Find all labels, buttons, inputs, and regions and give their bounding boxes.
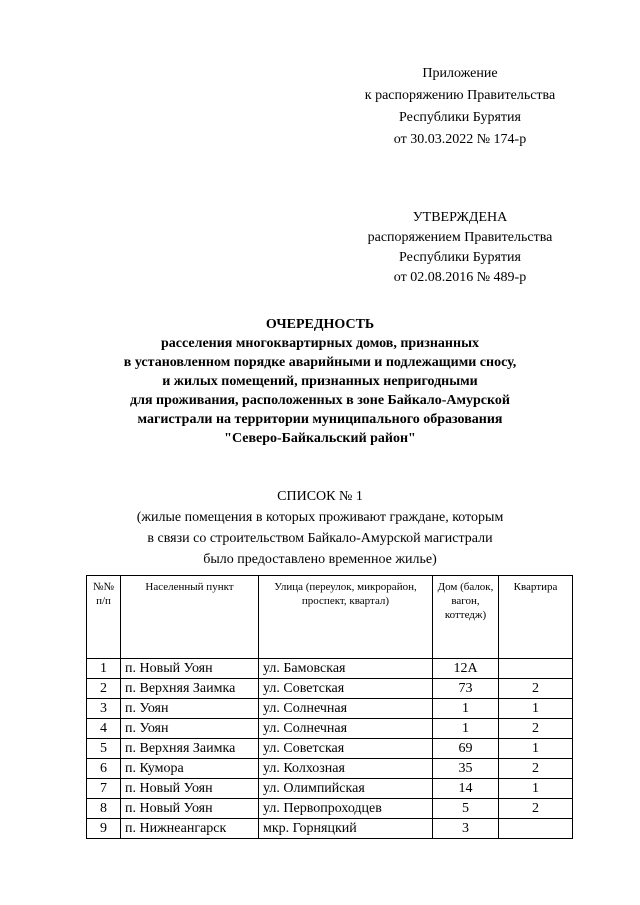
heading-line: и жилых помещений, признанных непригодными [162,374,478,389]
table-header-row [87,576,573,659]
row-street: ул. Колхозная [259,759,433,779]
list-title: СПИСОК № 1 [277,489,363,504]
row-flat: 2 [499,719,573,739]
approved-date: от 02.08.2016 № 489-р [393,270,527,285]
row-number: 7 [87,779,121,799]
row-house: 5 [433,799,499,819]
header-street: Улица (переулок, микрорайон, проспект, квартал) [259,576,433,659]
heading-line: "Северо-Байкальский район" [224,431,416,446]
table-row [87,679,573,699]
row-house: 73 [433,679,499,699]
document-heading [60,315,580,448]
appendix-line: к распоряжению Правительства [364,88,556,103]
row-place: п. Нижнеангарск [121,819,259,839]
row-street: ул. Советская [259,679,433,699]
row-house: 1 [433,719,499,739]
approved-line: Республики Бурятия [399,250,521,265]
row-number: 4 [87,719,121,739]
row-house: 12А [433,659,499,679]
row-house: 1 [433,699,499,719]
row-street: мкр. Горняцкий [259,819,433,839]
row-flat: 2 [499,759,573,779]
table-row [87,719,573,739]
row-house: 35 [433,759,499,779]
heading-line: в установленном порядке аварийными и подлежащими сносу, [123,355,517,370]
approved-line: распоряжением Правительства [367,230,553,245]
table-row [87,779,573,799]
row-flat: 2 [499,679,573,699]
row-flat: 1 [499,739,573,759]
table-row [87,799,573,819]
row-street: ул. Олимпийская [259,779,433,799]
table-row [87,659,573,679]
appendix-date: от 30.03.2022 № 174-р [393,132,527,147]
heading-line: магистрали на территории муниципального образования [137,412,503,427]
appendix-line: Республики Бурятия [399,110,521,125]
row-house: 3 [433,819,499,839]
housing-table [86,575,573,839]
table-row [87,759,573,779]
heading-title: ОЧЕРЕДНОСТЬ [265,317,375,332]
row-number: 8 [87,799,121,819]
list-description: было предоставлено временное жилье) [203,552,437,567]
row-number: 9 [87,819,121,839]
row-house: 69 [433,739,499,759]
header-num: №№ п/п [87,576,121,659]
row-number: 2 [87,679,121,699]
row-number: 5 [87,739,121,759]
row-place: п. Уоян [121,699,259,719]
list-description: (жилые помещения в которых проживают граждане, которым [136,510,504,525]
appendix-title: Приложение [422,66,498,81]
header-flat: Квартира [499,576,573,659]
table-row [87,819,573,839]
row-number: 6 [87,759,121,779]
heading-line: для проживания, расположенных в зоне Байкало-Амурской [130,393,510,408]
row-street: ул. Солнечная [259,719,433,739]
row-flat: 2 [499,799,573,819]
row-place: п. Уоян [121,719,259,739]
row-street: ул. Бамовская [259,659,433,679]
approved-title: УТВЕРЖДЕНА [412,210,508,225]
table-row [87,739,573,759]
row-place: п. Верхняя Заимка [121,679,259,699]
row-place: п. Верхняя Заимка [121,739,259,759]
header-house: Дом (балок, вагон, коттедж) [433,576,499,659]
approved-block [330,208,590,288]
row-place: п. Кумора [121,759,259,779]
header-place: Населенный пункт [121,576,259,659]
row-flat: 1 [499,699,573,719]
row-flat [499,819,573,839]
row-house: 14 [433,779,499,799]
row-number: 3 [87,699,121,719]
list-heading [90,486,550,570]
row-flat: 1 [499,779,573,799]
row-street: ул. Первопроходцев [259,799,433,819]
row-flat [499,659,573,679]
heading-line: расселения многоквартирных домов, признанных [161,336,479,351]
appendix-block [330,63,590,151]
row-place: п. Новый Уоян [121,779,259,799]
row-number: 1 [87,659,121,679]
list-description: в связи со строительством Байкало-Амурской магистрали [147,531,493,546]
table-row [87,699,573,719]
row-place: п. Новый Уоян [121,659,259,679]
row-place: п. Новый Уоян [121,799,259,819]
row-street: ул. Солнечная [259,699,433,719]
row-street: ул. Советская [259,739,433,759]
